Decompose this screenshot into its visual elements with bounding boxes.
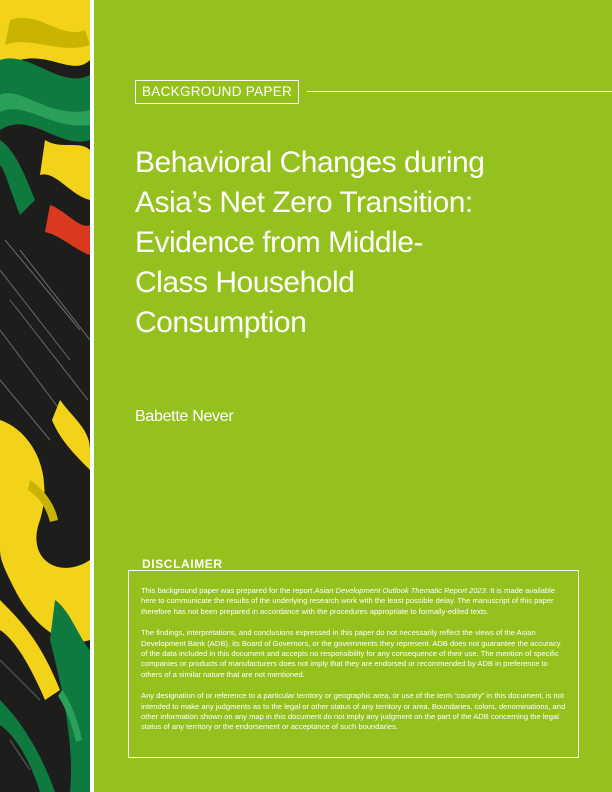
disclaimer-paragraph: Any designation of or reference to a particular territory or geographic area, or use of the term “country” in this document, is not intended to make any judgments as to the legal or other status of any territory or area. Boundaries, colors, denominations, and other information shown on any map in this document do not imply any judgment on the part of the ADB concerning the legal status of any territory or the endorsement or acceptance of such boundaries. (141, 691, 566, 732)
disclaimer-text: This background paper was prepared for the report (141, 586, 315, 595)
tag-rule (307, 91, 612, 92)
disclaimer-paragraph (141, 586, 566, 617)
paint-strokes-image (0, 0, 90, 792)
title-line: Asia’s Net Zero Transition: (135, 186, 473, 219)
title-line: Class Household (135, 266, 355, 299)
title-line: Behavioral Changes during (135, 146, 485, 179)
report-title: Asian Development Outlook Thematic Report 2023 (314, 586, 486, 595)
disclaimer-box (128, 570, 579, 758)
author-name: Babette Never (135, 408, 234, 425)
cover-artwork (0, 0, 90, 792)
disclaimer-heading: DISCLAIMER (142, 557, 223, 571)
disclaimer-paragraph: The findings, interpretations, and conclusions expressed in this paper do not necessarily reflect the views of the Asian Development Bank (ADB), its Board of Governors, or the governments they represent. ADB does not guarantee the accuracy of the data included in this document and accepts no responsibility for any consequence of their use. The mention of specific companies or products of manufacturers does not imply that they are endorsed or recommended by ADB in preference to others of a similar nature that are not mentioned. (141, 628, 561, 679)
title-line: Evidence from Middle- (135, 226, 423, 259)
disclaimer-text: . It is made available here to communicate the results of the underlying research work with the least possible delay. The manuscript of this paper therefore has not been prepared in accordance with the procedures appropriate to formally-edited texts. (141, 586, 556, 616)
title-line: Consumption (135, 306, 307, 339)
paper-title (135, 143, 565, 343)
document-type-tag (135, 80, 612, 104)
tag-label: BACKGROUND PAPER (135, 80, 299, 104)
cover-divider (90, 0, 94, 792)
